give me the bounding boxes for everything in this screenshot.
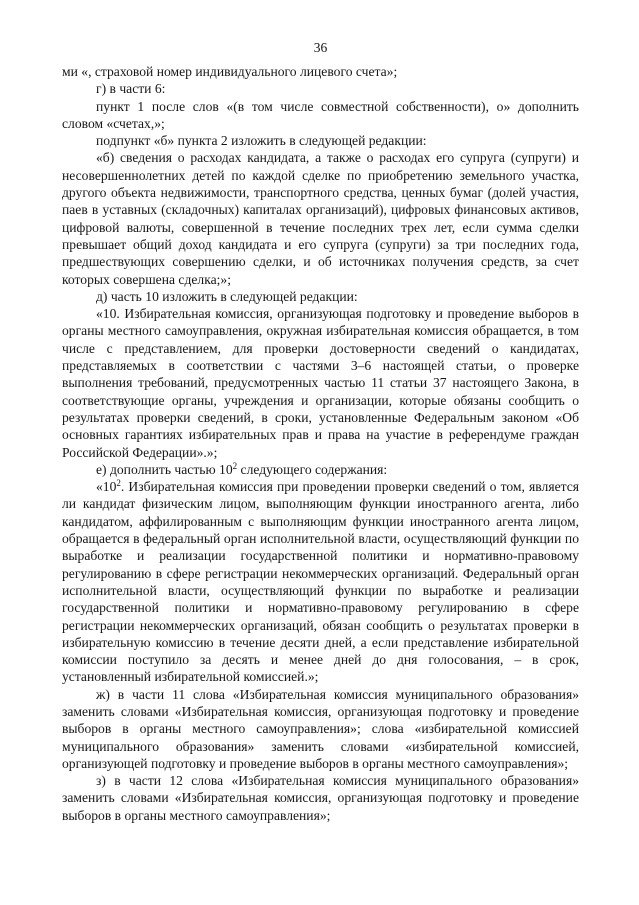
paragraph-part-11-amendment: ж) в части 11 слова «Избирательная комиссия муниципального образования» заменить словами «Избирательная комиссия, организующая подготовку и проведение выборов в органы местного самоуправления»; слова «избирательной комиссией муниципального образования» заменить словами «избирательной комиссией, организующей подготовку и проведение выборов в органы местного самоуправления»; <box>62 686 579 771</box>
paragraph-part-10-2-heading <box>62 461 579 478</box>
document-body <box>62 63 579 824</box>
paragraph-part-10-2-text <box>62 478 579 686</box>
superscript: 2 <box>116 478 121 489</box>
paragraph-part-10-heading: д) часть 10 изложить в следующей редакции: <box>96 288 358 304</box>
paragraph-part-6-heading: г) в части 6: <box>96 81 166 97</box>
text-segment: е) дополнить частью 10 <box>96 461 233 477</box>
text-segment: «10 <box>96 479 117 495</box>
text-segment: . Избирательная комиссия при проведении проверки сведений о том, является ли кандидат физическим лицом, выполняющим функции иностранного агента, либо кандидатом, аффилированным с выполняющим функции иностранного агента лицом, обращается в федеральный орган исполнительной власти, осуществляющий функции по выработке и реализации государственной политики и нормативно-правовому регулированию в сфере регистрации некоммерческих организаций. Федеральный орган исполнительной власти, осуществляющий функции по выработке и реализации государственной политики и нормативно-правовому регулированию в сфере регистрации некоммерческих организаций, обязан сообщить о результатах проверки в избирательную комиссию в течение десяти дней, а если представление избирательной комиссии поступило за десять и менее дней до дня голосования, – в срок, установленный избирательной комиссией.»; <box>62 479 579 685</box>
paragraph-subpoint-b-text: «б) сведения о расходах кандидата, а также о расходах его супруга (супруги) и несовершеннолетних детей по каждой сделке по приобретению земельного участка, другого объекта недвижимости, транспортного средства, ценных бумаг (долей участия, паев в уставных (складочных) капиталах организаций), цифровых финансовых активов, цифровой валюты, совершенной в течение последних трех лет, если сумма сделки превышает общий доход кандидата и его супруга (супруги) за три последних года, предшествующих совершению сделки, и об источниках получения средств, за счет которых совершена сделка;»; <box>62 150 579 287</box>
superscript: 2 <box>232 460 238 471</box>
paragraph-subpoint-b-heading: подпункт «б» пункта 2 изложить в следующей редакции: <box>96 133 427 149</box>
page-number: 36 <box>313 40 328 55</box>
paragraph-continuation: ми «, страховой номер индивидуального лицевого счета»; <box>62 64 398 79</box>
paragraph-part-12-amendment: з) в части 12 слова «Избирательная комиссия муниципального образования» заменить словами «Избирательная комиссия, организующая подготовку и проведение выборов в органы местного самоуправления»; <box>62 773 579 823</box>
paragraph-part-10-text: «10. Избирательная комиссия, организующая подготовку и проведение выборов в органы местного самоуправления, окружная избирательная комиссия обращается, в том числе с представлением, для проверки достоверности сведений о кандидатах, представляемых в соответствии с частями 3–6 настоящей статьи, о проверке выполнения требований, предусмотренных частью 11 статьи 37 настоящего Закона, в соответствующие органы, учреждения и организации, которые обязаны сообщить о результатах проверки сведений, в сроки, установленные Федеральным законом «Об основных гарантиях избирательных прав и права на участие в референдуме граждан Российской Федерации».»; <box>62 306 579 460</box>
paragraph-point-1-amendment: пункт 1 после слов «(в том числе совместной собственности), о» дополнить словом «счетах,»; <box>62 98 579 131</box>
text-segment: следующего содержания: <box>237 461 388 477</box>
